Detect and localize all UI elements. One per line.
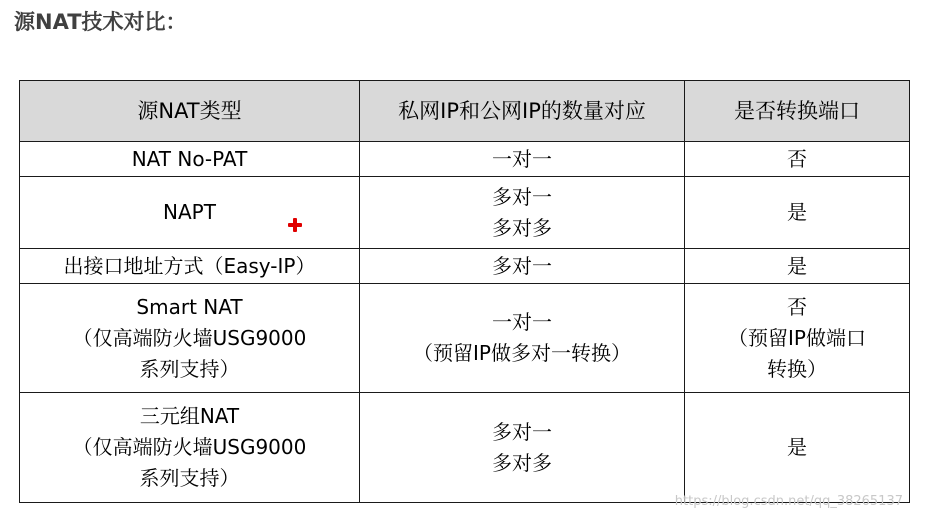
cell-text: 出接口地址方式（Easy-IP） (63, 253, 316, 278)
table-row (20, 249, 910, 284)
cell-text: 系列支持） (139, 466, 240, 490)
cell-text: 多对一 (492, 184, 552, 209)
watermark: https://blog.csdn.net/qq_38265137 (674, 494, 903, 509)
cell-nat-type (20, 142, 360, 177)
table-row (20, 142, 910, 177)
cell-nat-type (20, 249, 360, 284)
cell-text: 多对多 (492, 450, 552, 475)
cell-text: 否 (787, 146, 807, 171)
table-row (20, 284, 910, 393)
red-cross-icon (288, 218, 302, 232)
cell-text: 系列支持） (139, 356, 240, 381)
header-ip-mapping: 私网IP和公网IP的数量对应 (360, 81, 685, 142)
nat-comparison-table (19, 80, 910, 503)
cell-text: 多对一 (492, 253, 552, 278)
cell-text: 多对多 (492, 215, 552, 240)
cell-text: 是 (787, 253, 807, 278)
header-port-translation: 是否转换端口 (685, 81, 910, 142)
cell-text: 三元组NAT (139, 404, 240, 428)
cell-ip-mapping (360, 142, 685, 177)
header-nat-type: 源NAT类型 (20, 81, 360, 142)
cell-text: 多对一 (492, 419, 552, 444)
cell-port-translation (685, 249, 910, 284)
cell-text: 是 (787, 200, 807, 224)
cell-text: （预留IP做多对一转换） (413, 341, 631, 365)
cell-ip-mapping (360, 284, 685, 393)
cell-nat-type (20, 393, 360, 503)
cell-text: （仅高端防火墙USG9000 (72, 325, 307, 350)
cell-port-translation (685, 393, 910, 503)
cell-text: Smart NAT (136, 294, 243, 319)
cell-port-translation (685, 142, 910, 177)
cell-nat-type (20, 177, 360, 249)
table-row (20, 177, 910, 249)
table-row (20, 393, 910, 503)
cell-port-translation (685, 284, 910, 393)
cell-ip-mapping (360, 249, 685, 284)
cell-text: 是 (787, 435, 807, 459)
cell-text: 一对一 (492, 310, 552, 334)
page-title: 源NAT技术对比： (14, 10, 187, 34)
cell-text: （预留IP做端口 (728, 325, 866, 350)
cell-text: （仅高端防火墙USG9000 (72, 435, 307, 459)
cell-text: 转换） (767, 356, 827, 381)
cell-port-translation (685, 177, 910, 249)
cell-nat-type (20, 284, 360, 393)
cell-ip-mapping (360, 177, 685, 249)
cell-text: 一对一 (492, 146, 552, 171)
cell-text: 否 (787, 294, 807, 319)
cell-text: NAT No-PAT (131, 146, 248, 171)
table-header-row (20, 81, 910, 142)
cell-text: NAPT (163, 200, 216, 224)
cell-ip-mapping (360, 393, 685, 503)
